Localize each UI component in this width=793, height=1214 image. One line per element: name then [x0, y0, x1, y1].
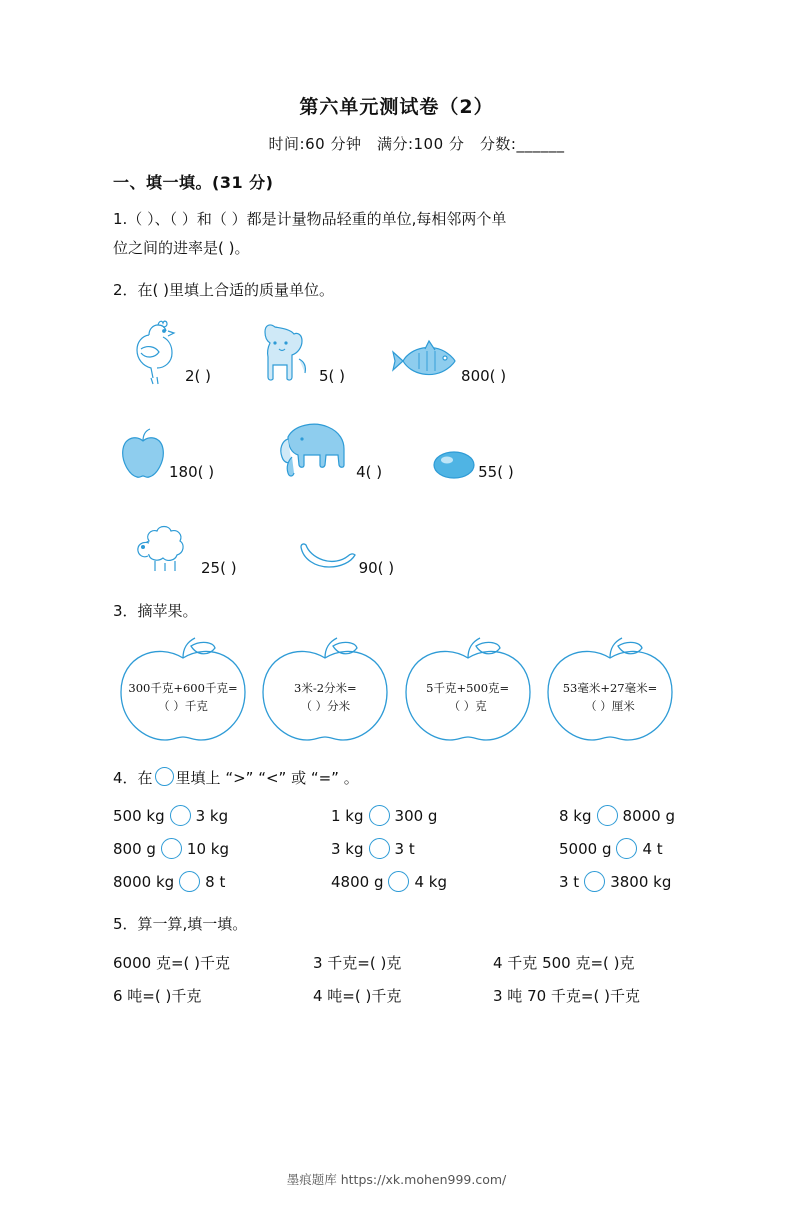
dog-icon [255, 317, 319, 389]
caption-sheep: 25( ) [201, 558, 237, 577]
apple-cards [113, 636, 680, 746]
apple-text [398, 680, 538, 716]
compare-circle[interactable] [597, 805, 618, 826]
calc-item: 6 吨=( )千克 [113, 986, 202, 1005]
page-title: 第六单元测试卷（2） [299, 96, 494, 118]
question-2-text: 2．在( )里填上合适的质量单位。 [113, 280, 335, 299]
calc-item: 4 吨=( )千克 [313, 986, 402, 1005]
exam-meta: 时间:60 分钟 满分:100 分 分数:______ [268, 135, 565, 153]
compare-left: 800 g [113, 839, 156, 858]
compare-left: 1 kg [331, 806, 364, 825]
apple-line-2: （ ）分米 [300, 698, 351, 713]
question-4 [113, 764, 680, 793]
compare-circle[interactable] [369, 805, 390, 826]
caption-dog: 5( ) [319, 366, 346, 385]
compare-circle[interactable] [616, 838, 637, 859]
compare-item [559, 838, 663, 859]
compare-circle[interactable] [179, 871, 200, 892]
compare-right: 4 t [642, 839, 663, 858]
compare-circle[interactable] [170, 805, 191, 826]
image-row-2 [113, 411, 680, 485]
egg-icon [430, 439, 478, 485]
compare-left: 500 kg [113, 806, 165, 825]
apple-card [540, 636, 680, 746]
caption-chicken: 2( ) [185, 366, 212, 385]
calc-item: 6000 克=( )千克 [113, 953, 230, 972]
worksheet-content [113, 170, 680, 1006]
compare-left: 3 t [559, 872, 580, 891]
apple-line-2: （ ）千克 [158, 698, 208, 713]
compare-item [331, 871, 559, 892]
compare-left: 4800 g [331, 872, 384, 891]
image-row-3 [113, 507, 680, 581]
compare-circle[interactable] [388, 871, 409, 892]
calc-item: 3 千克=( )克 [313, 953, 402, 972]
item-fish [389, 337, 506, 389]
apple-line-2: （ ）克 [448, 698, 487, 713]
question-3 [113, 597, 680, 626]
item-dog [255, 317, 345, 389]
apple-card [255, 636, 395, 746]
caption-banana: 90( ) [358, 558, 395, 577]
compare-item [559, 805, 675, 826]
apple-card [398, 636, 538, 746]
compare-grid [113, 805, 680, 892]
compare-circle-inline[interactable] [155, 767, 174, 786]
question-4-text-after: 里填上 “>” “<” 或 “=” 。 [175, 769, 359, 787]
question-5 [113, 910, 680, 939]
item-chicken [127, 319, 211, 389]
banana-icon [295, 535, 359, 581]
compare-item [113, 805, 331, 826]
calc-row-2 [113, 985, 680, 1006]
compare-item [331, 838, 559, 859]
elephant-icon [266, 417, 356, 485]
item-egg [430, 439, 514, 485]
question-4-text-before: 4．在 [113, 769, 153, 787]
compare-row [113, 838, 680, 859]
compare-right: 3 t [394, 839, 415, 858]
apple-line-1: 5千克+500克= [426, 681, 510, 695]
apple-icon [117, 423, 169, 485]
sheep-icon [125, 517, 201, 581]
compare-item [331, 805, 559, 826]
compare-circle[interactable] [369, 838, 390, 859]
compare-right: 8 t [205, 872, 226, 891]
compare-row [113, 805, 680, 826]
compare-left: 3 kg [331, 839, 364, 858]
apple-line-2: （ ）厘米 [585, 698, 635, 713]
item-elephant [266, 417, 382, 485]
item-apple [117, 423, 214, 485]
compare-circle[interactable] [161, 838, 182, 859]
apple-text [255, 680, 395, 716]
caption-egg: 55( ) [478, 462, 514, 481]
calc-item: 3 吨 70 千克=( )千克 [493, 986, 640, 1005]
question-2 [113, 276, 680, 305]
item-sheep [125, 517, 237, 581]
compare-left: 8 kg [559, 806, 592, 825]
item-banana [295, 535, 395, 581]
section-heading-1: 一、填一填。(31 分) [113, 173, 274, 192]
apple-line-1: 300千克+600千克= [128, 681, 238, 695]
apple-line-1: 3米-2分米= [294, 681, 357, 695]
fish-icon [389, 337, 461, 389]
caption-apple: 180( ) [169, 462, 215, 481]
compare-left: 8000 kg [113, 872, 175, 891]
caption-fish: 800( ) [461, 366, 507, 385]
question-3-text: 3．摘苹果。 [113, 601, 198, 620]
apple-text [113, 680, 253, 716]
calc-row-1 [113, 952, 680, 973]
question-1-line-2: 位之间的进率是( )。 [113, 239, 250, 258]
worksheet-page [0, 92, 793, 1214]
compare-item [113, 871, 331, 892]
compare-circle[interactable] [584, 871, 605, 892]
question-1 [113, 205, 680, 264]
compare-right: 300 g [394, 806, 438, 825]
footer-watermark: 墨痕题库 https://xk.mohen999.com/ [286, 1172, 507, 1187]
question-5-text: 5．算一算,填一填。 [113, 915, 248, 934]
compare-right: 3800 kg [610, 872, 672, 891]
compare-item [559, 871, 671, 892]
compare-row [113, 871, 680, 892]
compare-right: 4 kg [414, 872, 447, 891]
chicken-icon [127, 319, 185, 389]
calc-item: 4 千克 500 克=( )克 [493, 953, 635, 972]
question-1-line-1: 1.（ ）、（ ）和（ ）都是计量物品轻重的单位,每相邻两个单 [113, 210, 507, 228]
apple-text [540, 680, 680, 716]
image-row-1 [113, 315, 680, 389]
compare-right: 8000 g [622, 806, 675, 825]
compare-item [113, 838, 331, 859]
apple-line-1: 53毫米+27毫米= [562, 681, 658, 695]
caption-elephant: 4( ) [356, 462, 383, 481]
compare-right: 3 kg [195, 806, 229, 825]
compare-left: 5000 g [559, 839, 612, 858]
apple-card [113, 636, 253, 746]
question-2-images [113, 315, 680, 581]
compare-right: 10 kg [186, 839, 229, 858]
